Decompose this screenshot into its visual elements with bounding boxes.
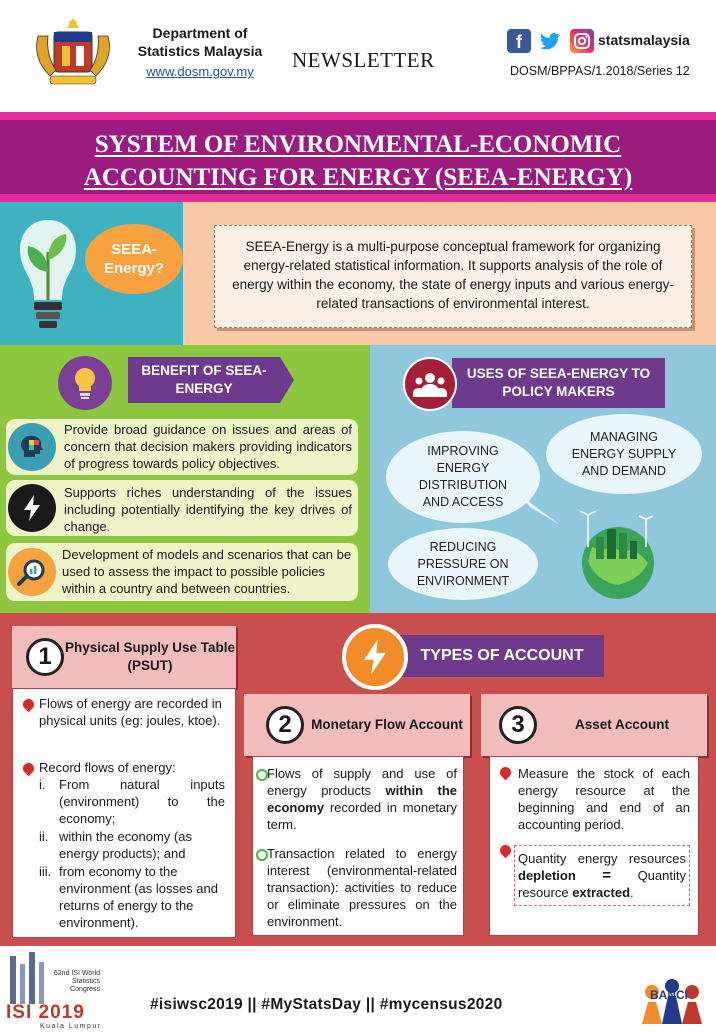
people-group-icon (403, 357, 457, 411)
banci-wordmark: BANCI (650, 988, 688, 1002)
types-heading: TYPES OF ACCOUNT (400, 635, 604, 677)
magnifier-chart-icon (8, 548, 56, 596)
asset-item-2 (514, 845, 690, 906)
isi-city-text: Kuala Lumpur (40, 1023, 102, 1030)
pin-icon (21, 697, 37, 713)
monetary-item-2: Transaction related to energy interest (environmental-related transaction): activities to reduce or eliminate pressures on the environment. (267, 846, 457, 929)
bubble-improving-distribution-text: IMPROVING ENERGY DISTRIBUTION AND ACCESS (418, 444, 508, 509)
bubble-managing-supply-text: MANAGING ENERGY SUPPLY AND DEMAND (571, 429, 677, 478)
asset-card-header (481, 694, 707, 756)
lightning-icon (8, 484, 56, 532)
asset-item-2-depletion: depletion (518, 868, 576, 883)
monetary-title: Monetary Flow Account (311, 717, 463, 732)
monetary-number: 2 (266, 706, 304, 744)
intro-description: SEEA-Energy is a multi-purpose conceptual framework for organizing energy-related statistical information. It supports analysis of the role of energy within the economy, the state of energy inputs and various energy-related transactions of environmental interest. (214, 225, 692, 328)
bubble-reducing-pressure-text: REDUCING PRESSURE ON ENVIRONMENT (416, 539, 510, 588)
asset-item-2-extracted: extracted (572, 885, 631, 900)
pin-icon (498, 765, 514, 781)
bubble-reducing-pressure (388, 528, 538, 600)
department-name: Department of Statistics Malaysia (137, 25, 263, 59)
page-title-line-1: SYSTEM OF ENVIRONMENTAL-ECONOMIC (94, 131, 622, 158)
monetary-item-1-emphasis: within the economy (267, 783, 457, 815)
bubble-managing-supply (546, 414, 702, 494)
lightning-badge-icon (342, 624, 408, 690)
series-number: DOSM/BPPAS/1.2018/Series 12 (510, 64, 690, 78)
pin-icon (498, 843, 514, 859)
green-earth-city-icon (572, 507, 664, 601)
twitter-icon[interactable] (538, 29, 562, 53)
malaysia-coat-of-arms-icon (28, 14, 118, 92)
asset-item-2-part-a: Quantity energy resources (518, 851, 686, 866)
page-title (0, 128, 716, 194)
asset-number: 3 (499, 706, 537, 744)
asset-card (489, 756, 699, 936)
head-puzzle-icon (8, 423, 56, 471)
psut-item-1: Flows of energy are recorded in physical units (eg: joules, ktoe). (39, 696, 222, 728)
psut-sub-3-marker: iii. (39, 864, 52, 879)
instagram-icon[interactable] (570, 29, 594, 53)
uses-heading: USES OF SEEA-ENERGY TO POLICY MAKERS (452, 358, 665, 408)
asset-title: Asset Account (574, 717, 670, 732)
monetary-item-1 (267, 765, 457, 833)
psut-sub-1-marker: i. (39, 777, 46, 792)
isi-congress-text: 62nd ISI World Statistics Congress (53, 970, 100, 993)
footer-hashtags: #isiwsc2019 || #MyStatsDay || #mycensus2020 (150, 996, 503, 1013)
psut-title: Physical Supply Use Table (PSUT) (64, 640, 236, 673)
page-title-line-2: ACCOUNTING FOR ENERGY (SEEA-ENERGY) (83, 164, 633, 191)
monetary-item-1-part-a: Flows of supply and use of energy products (267, 766, 457, 798)
social-handle: statsmalaysia (598, 32, 690, 48)
psut-sub-1: From natural inputs (environment) to the economy; (59, 777, 225, 826)
newsletter-label: NEWSLETTER (292, 48, 435, 72)
psut-card (12, 688, 236, 938)
department-website-link[interactable]: www.dosm.gov.my (146, 64, 254, 79)
asset-item-2-part-c: Quantity resource (518, 868, 686, 900)
benefit-item-2 (6, 480, 358, 536)
asset-item-2-equals: = (602, 867, 612, 884)
psut-sub-2: within the economy (as energy products); and (59, 829, 192, 861)
benefit-item-1 (6, 419, 358, 475)
isi-2019-wordmark: ISI 2019 (6, 1002, 85, 1023)
lightbulb-icon (58, 356, 112, 410)
psut-sub-2-marker: ii. (39, 829, 49, 844)
monetary-card (252, 756, 464, 936)
asset-item-2-period: . (630, 885, 634, 900)
monetary-item-1-part-c: recorded in monetary term. (267, 800, 457, 832)
facebook-icon[interactable]: f (507, 29, 531, 53)
benefit-item-3-text: Development of models and scenarios that can be used to assess the impact to possible policies within a country and between countries. (62, 547, 352, 596)
monetary-card-header (244, 694, 470, 756)
psut-card-header (12, 626, 236, 688)
psut-sub-3: from economy to the environment (as losses and returns of energy to the environment). (59, 864, 218, 930)
benefit-item-1-text: Provide broad guidance on issues and areas of concern that decision makers providing indicators of progress towards policy objectives. (64, 422, 352, 471)
bubble-improving-distribution (386, 431, 540, 523)
psut-number: 1 (26, 638, 64, 676)
asset-item-1: Measure the stock of each energy resource at the beginning and end of an accounting period. (518, 766, 690, 832)
psut-item-2: Record flows of energy: (39, 760, 176, 775)
social-icons (507, 29, 597, 53)
bubble-tail (520, 495, 560, 535)
seea-energy-question-bubble: SEEA-Energy? (85, 224, 183, 294)
pin-icon (21, 761, 37, 777)
lightbulb-plant-icon (8, 212, 88, 337)
benefit-item-2-text: Supports riches understanding of the issues including potentially identifying the key drives of change. (64, 485, 352, 534)
benefit-item-3 (6, 543, 358, 601)
benefit-heading: BENEFIT OF SEEA-ENERGY (128, 357, 280, 403)
